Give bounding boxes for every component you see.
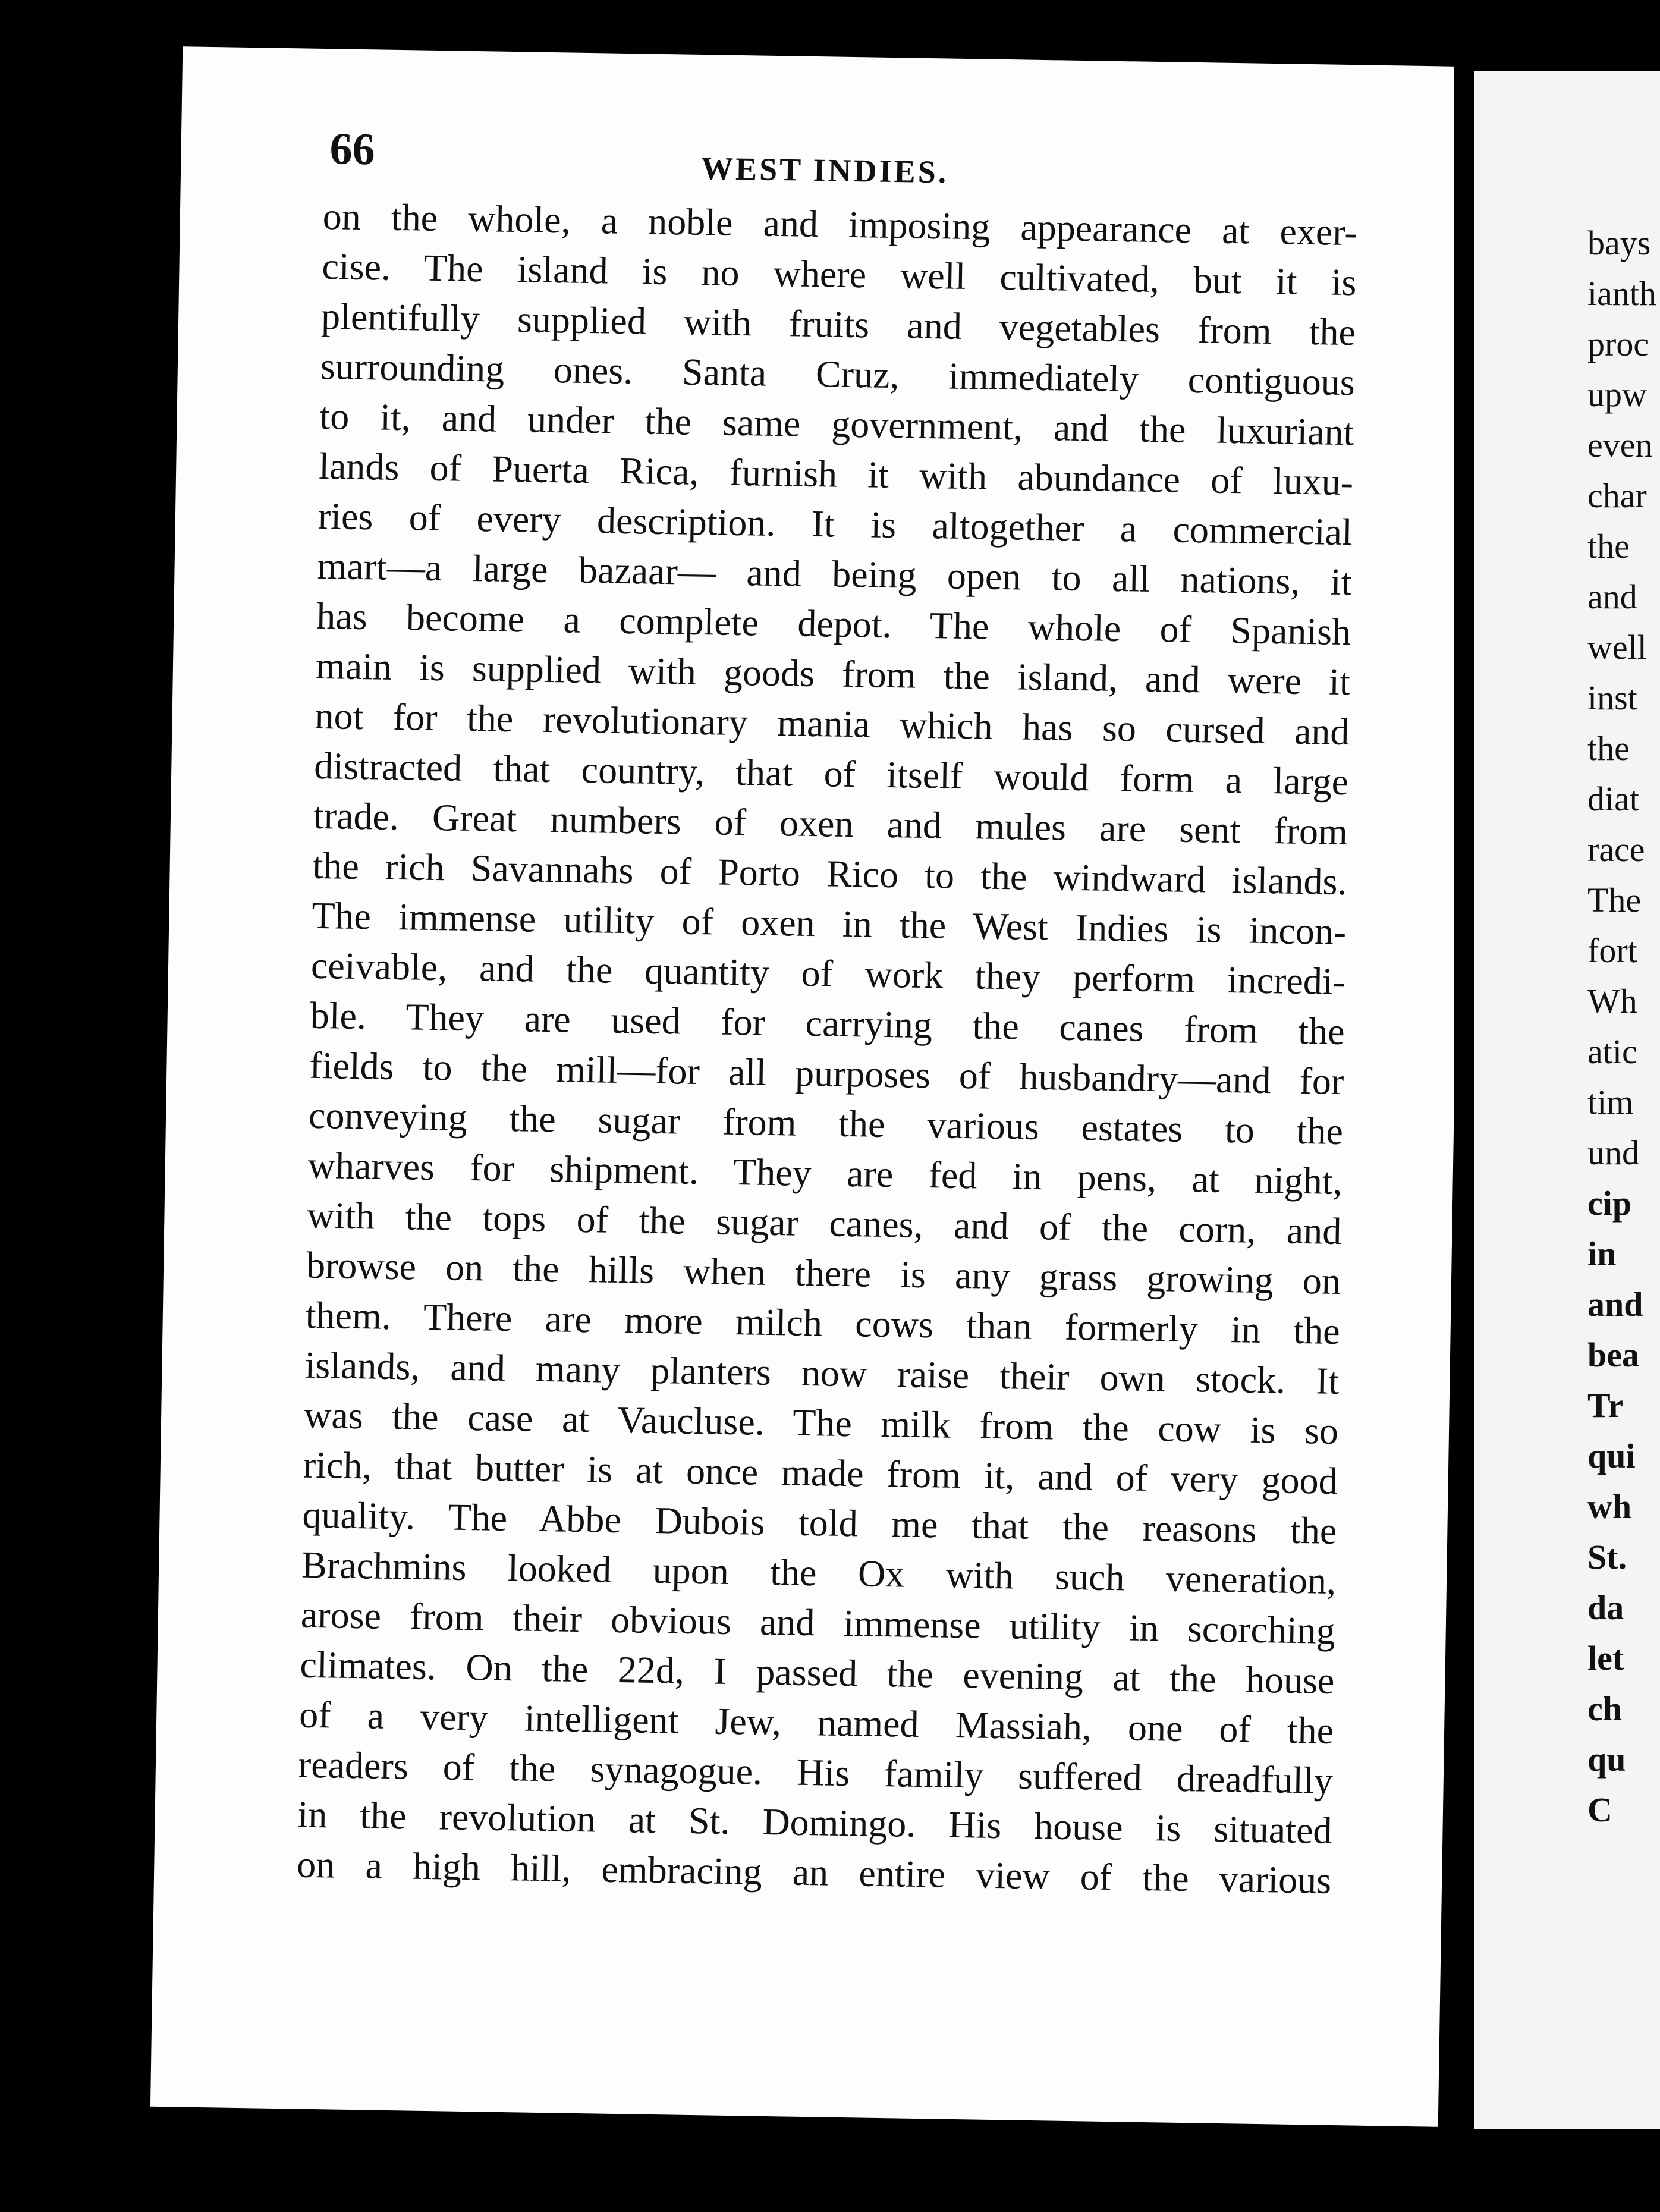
facing-line: qui [1587, 1437, 1636, 1475]
facing-line: qu [1587, 1740, 1626, 1779]
text-line: mart—a large bazaar— and being open to all nations, it [317, 544, 1353, 604]
facing-line: bays [1587, 224, 1651, 262]
text-line: rich, that butter is at once made from it, and of very good [303, 1443, 1338, 1503]
text-line: them. There are more milch cows than formerly in the [305, 1293, 1341, 1353]
text-line: of a very intelligent Jew, named Massiah, one of the [298, 1693, 1334, 1752]
text-line: readers of the synagogue. His family suffered dreadfully [298, 1743, 1334, 1802]
text-line: trade. Great numbers of oxen and mules are sent from [313, 794, 1348, 853]
text-line: was the case at Vaucluse. The milk from the cow is so [303, 1393, 1339, 1453]
facing-line: diat [1587, 780, 1639, 818]
text-line: in the revolution at St. Domingo. His house is situated [297, 1793, 1333, 1852]
facing-line: char [1587, 476, 1647, 515]
facing-line: well [1587, 628, 1647, 667]
running-head: WEST INDIES. [700, 150, 949, 190]
facing-line: The [1587, 881, 1642, 919]
facing-line: race [1587, 830, 1645, 869]
facing-line: let [1587, 1639, 1624, 1677]
facing-line: tim [1587, 1083, 1634, 1121]
facing-line: bea [1587, 1336, 1639, 1374]
facing-line: the [1587, 527, 1630, 565]
facing-line: and [1587, 1285, 1643, 1324]
text-line: climates. On the 22d, I passed the evening at the house [300, 1643, 1335, 1702]
text-line: ble. They are used for carrying the canes from the [310, 994, 1345, 1053]
facing-line: wh [1587, 1487, 1632, 1526]
text-line: fields to the mill—for all purposes of husbandry—and for [309, 1044, 1344, 1103]
book-page [150, 46, 1470, 2127]
facing-line: and [1587, 577, 1637, 616]
facing-line: C [1587, 1790, 1612, 1829]
text-line: with the tops of the sugar canes, and of the corn, and [306, 1193, 1342, 1253]
text-line: browse on the hills when there is any grass growing on [306, 1243, 1341, 1303]
text-line: The immense utility of oxen in the West Indies is incon- [311, 894, 1347, 953]
facing-line: fort [1587, 931, 1637, 970]
text-line: the rich Savannahs of Porto Rico to the windward islands. [312, 844, 1348, 903]
facing-line: cip [1587, 1184, 1632, 1223]
text-line: ries of every description. It is altogether a commercial [317, 494, 1353, 554]
book-gutter [1454, 54, 1474, 2123]
text-line: has become a complete depot. The whole of Spanish [316, 594, 1351, 653]
facing-line: und [1587, 1133, 1639, 1172]
text-line: islands, and many planters now raise their own stock. It [304, 1343, 1340, 1403]
facing-line: in [1587, 1234, 1617, 1273]
facing-line: inst [1587, 678, 1637, 717]
facing-line: ianth [1587, 274, 1656, 313]
facing-line: the [1587, 729, 1630, 768]
facing-line: proc [1587, 325, 1649, 363]
facing-line: atic [1587, 1032, 1637, 1071]
text-line: main is supplied with goods from the island, and were it [315, 644, 1351, 703]
text-line: to it, and under the same government, and the luxuriant [319, 394, 1354, 454]
text-line: on a high hill, embracing an entire view of the various [296, 1843, 1332, 1902]
text-line: Brachmins looked upon the Ox with such veneration, [301, 1543, 1337, 1602]
facing-line: ch [1587, 1689, 1622, 1728]
text-line: arose from their obvious and immense utility in scorching [300, 1593, 1336, 1652]
body-text [297, 191, 1358, 1906]
text-line: plentifully supplied with fruits and vegetables from the [320, 294, 1356, 354]
facing-line: upw [1587, 375, 1647, 414]
facing-line: Wh [1587, 982, 1637, 1020]
facing-line: da [1587, 1588, 1624, 1627]
facing-line: St. [1587, 1538, 1627, 1576]
facing-page [1474, 71, 1660, 2129]
facing-line: even [1587, 426, 1653, 464]
text-line: quality. The Abbe Dubois told me that the reasons the [302, 1493, 1337, 1552]
facing-line: Tr [1587, 1386, 1624, 1425]
text-line: conveying the sugar from the various estates to the [308, 1094, 1344, 1153]
text-line: cise. The island is no where well cultivated, but it is [322, 244, 1357, 304]
page-number: 66 [329, 124, 376, 175]
text-line: not for the revolutionary mania which has so cursed and [315, 694, 1350, 753]
text-line: ceivable, and the quantity of work they perform incredi- [310, 944, 1346, 1003]
text-line: wharves for shipment. They are fed in pens, at night, [307, 1143, 1343, 1203]
text-line: surrounding ones. Santa Cruz, immediately contiguous [320, 344, 1356, 404]
text-line: lands of Puerta Rica, furnish it with abundance of luxu- [318, 444, 1354, 504]
text-line: on the whole, a noble and imposing appearance at exer- [322, 194, 1358, 254]
text-line: distracted that country, that of itself would form a large [313, 744, 1349, 803]
left-margin-shadow [0, 0, 155, 2212]
